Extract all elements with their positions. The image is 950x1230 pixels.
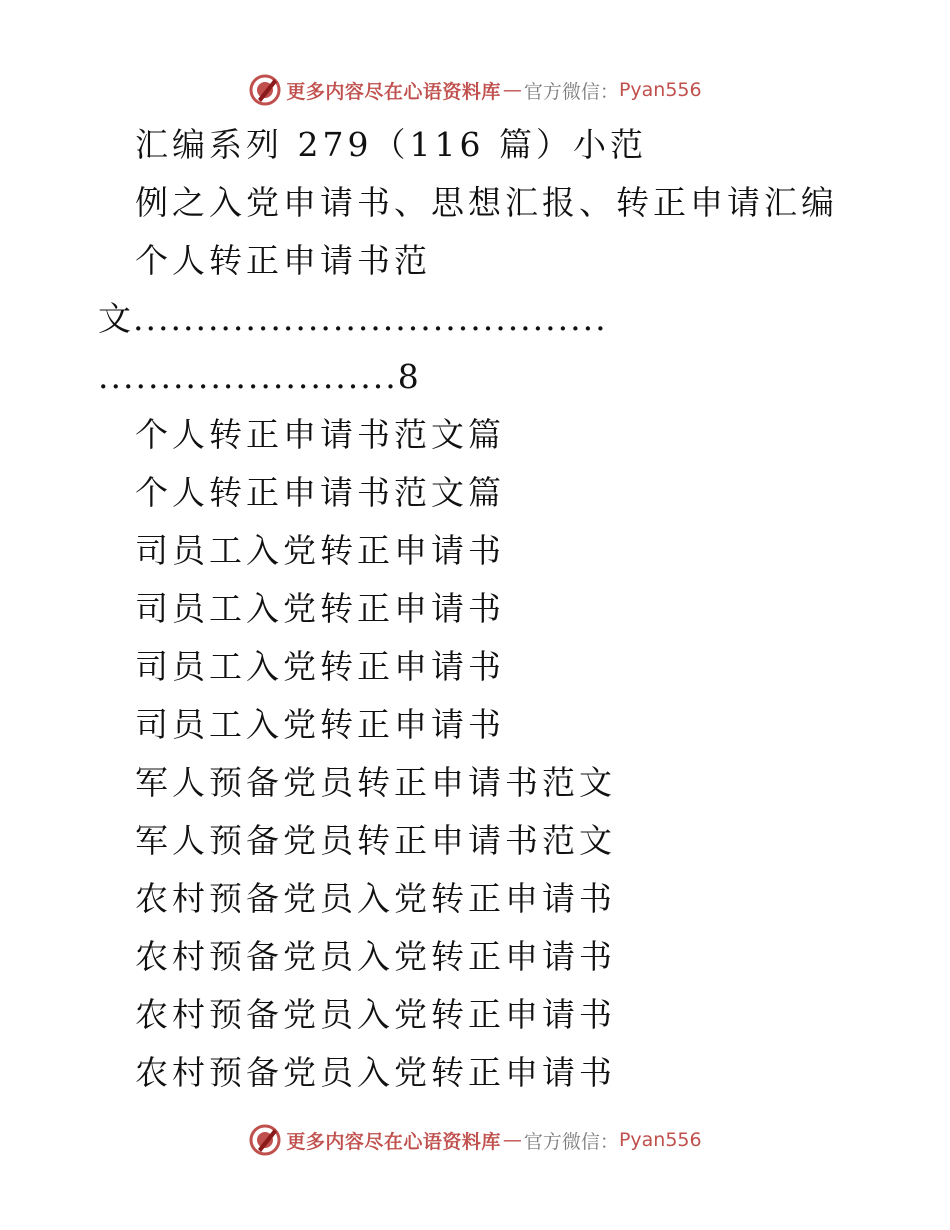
- header-wechat-label: 官方微信：: [523, 80, 619, 103]
- toc-entry-word: 文: [98, 299, 133, 338]
- header-wechat-id: Pyan556: [618, 79, 702, 101]
- footer-separator: —: [502, 1129, 522, 1151]
- document-body: [0, 116, 950, 1102]
- toc-dot-leader-cont: ........................: [98, 357, 398, 396]
- footer-wechat-label: 官方微信：: [523, 1130, 619, 1153]
- footer-wechat-id: Pyan556: [618, 1129, 702, 1151]
- list-item: 农村预备党员入党转正申请书: [135, 1053, 616, 1092]
- header-separator: —: [502, 79, 522, 101]
- toc-entry-line: [0, 290, 943, 348]
- doc-title-line-3: 个人转正申请书范: [135, 241, 431, 280]
- list-item: 农村预备党员入党转正申请书: [135, 995, 616, 1034]
- list-item: 个人转正申请书范文篇: [135, 473, 505, 512]
- list-item: 个人转正申请书范文篇: [135, 415, 505, 454]
- list-item: 司员工入党转正申请书: [135, 647, 505, 686]
- list-item: 军人预备党员转正申请书范文: [135, 763, 616, 802]
- list-item: 农村预备党员入党转正申请书: [135, 937, 616, 976]
- list-item: 司员工入党转正申请书: [135, 531, 505, 570]
- toc-dot-leader: ......................................: [133, 299, 608, 338]
- pen-logo-icon: [248, 1123, 282, 1157]
- list-item: 农村预备党员入党转正申请书: [135, 879, 616, 918]
- footer-banner: [0, 1120, 950, 1160]
- footer-slogan: 更多内容尽在心语资料库: [286, 1130, 501, 1153]
- pen-logo-icon: [248, 73, 282, 107]
- list-item: 军人预备党员转正申请书范文: [135, 821, 616, 860]
- header-banner: [0, 70, 950, 110]
- list-item: 司员工入党转正申请书: [135, 705, 505, 744]
- header-slogan: 更多内容尽在心语资料库: [286, 80, 501, 103]
- list-item: 司员工入党转正申请书: [135, 589, 505, 628]
- toc-page-number: 8: [397, 357, 421, 396]
- doc-title-line-1: 汇编系列 279（116 篇）小范: [135, 125, 647, 164]
- toc-entry-line-cont: [0, 348, 943, 406]
- doc-title-line-2: 例之入党申请书、思想汇报、转正申请汇编: [135, 183, 838, 222]
